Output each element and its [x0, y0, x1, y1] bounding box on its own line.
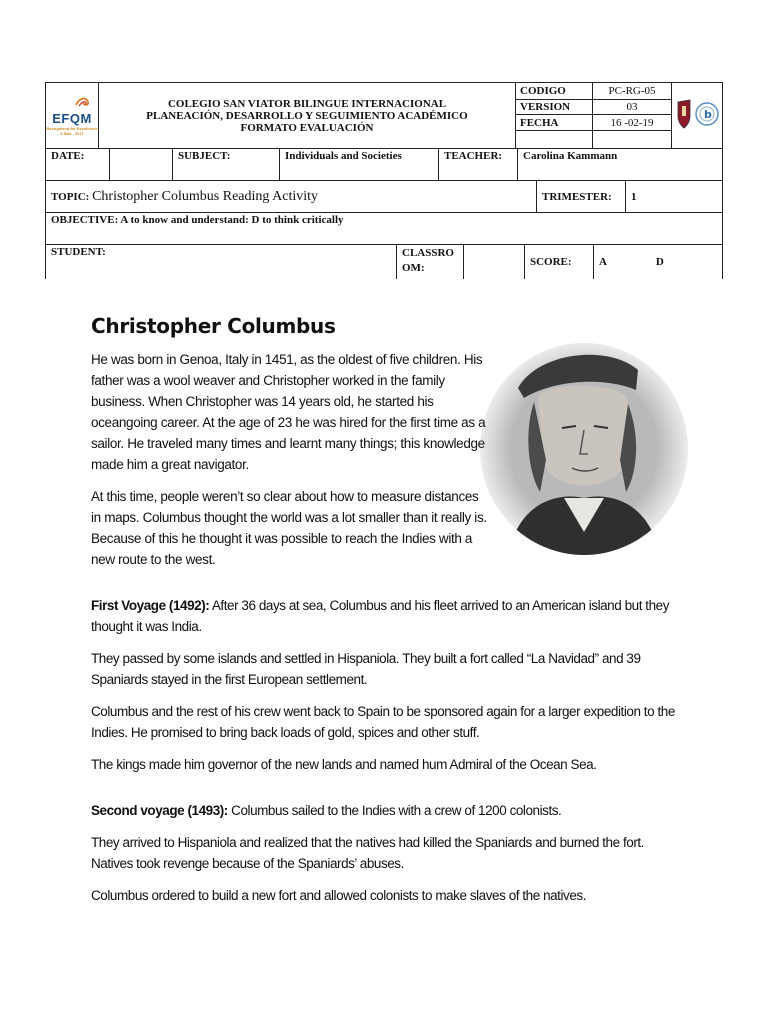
school-name: COLEGIO SAN VIATOR BILINGUE INTERNACIONAL	[167, 97, 447, 110]
classroom-label: CLASSRO OM:	[397, 245, 464, 279]
score-a: A	[599, 255, 607, 268]
second-voyage-paragraph-3: Columbus ordered to build a new fort and allowed colonists to make slaves of the natives.	[91, 888, 586, 903]
topic-label: TOPIC:	[51, 190, 90, 203]
student-row	[45, 244, 723, 279]
efqm-swirl-icon	[52, 96, 92, 108]
version-label: VERSION	[516, 100, 593, 115]
date-field-label: FECHA	[516, 115, 593, 130]
school-title	[99, 83, 516, 149]
second-voyage-heading: Second voyage (1493):	[91, 803, 228, 818]
svg-text:b: b	[704, 108, 712, 121]
classroom-input[interactable]	[464, 245, 525, 279]
second-voyage-paragraph-2: They arrived to Hispaniola and realized that the natives had killed the Spaniards and burned the fort. Natives took revenge because of the Spaniards’ abuses.	[91, 835, 644, 871]
first-voyage-paragraph-4: The kings made him governor of the new lands and named hum Admiral of the Ocean Sea.	[91, 757, 597, 772]
subject-value: Individuals and Societies	[280, 149, 439, 181]
date-label: DATE:	[46, 149, 110, 181]
code-label: CODIGO	[516, 83, 593, 100]
teacher-value: Carolina Kammann	[518, 149, 723, 181]
first-voyage-paragraph-2: They passed by some islands and settled in Hispaniola. They built a fort called “La Navidad” and 39 Spaniards stayed in the first European settlement.	[91, 651, 641, 687]
first-voyage-section	[91, 595, 681, 775]
date-field-value: 16 -02-19	[593, 115, 672, 130]
intro-paragraph-1: He was born in Genoa, Italy in 1451, as the oldest of five children. His father was a wool weaver and Christopher worked in the family business. When Christopher was 14 years old, he started his oceangoing career. At the age of 23 he was hired for the first time as a sailor. He traveled many times and learnt many things; this knowledge made him a great navigator.	[91, 352, 486, 472]
subject-label: SUBJECT:	[173, 149, 280, 181]
intro-paragraph-2: At this time, people weren’t so clear about how to measure distances in maps. Columbus thought the world was a lot smaller than it really is. Because of this he thought it was possible to reach the Indies with a new route to the west.	[91, 489, 487, 567]
topic-value: Christopher Columbus Reading Activity	[92, 188, 318, 204]
code-value: PC-RG-05	[593, 83, 672, 100]
crest-icon	[674, 94, 720, 134]
trimester-label: TRIMESTER:	[537, 181, 626, 213]
header-title-table	[45, 82, 723, 149]
second-voyage-section	[91, 800, 681, 906]
evaluation-header	[45, 82, 723, 279]
article	[91, 316, 681, 917]
topic-cell	[46, 181, 537, 213]
objective-value: A to know and understand: D to think critically	[120, 214, 344, 226]
efqm-logo-text: EFQM	[52, 110, 92, 126]
version-value: 03	[593, 100, 672, 115]
first-voyage-paragraph-3: Columbus and the rest of his crew went back to Spain to be sponsored again for a larger expedition to the Indies. He promised to bring back loads of gold, spices and other stuff.	[91, 704, 675, 740]
efqm-logo-subtitle: Recognised for Excellence 4 Star - 2017	[46, 125, 98, 136]
topic-row	[45, 180, 723, 213]
first-voyage-heading: First Voyage (1492):	[91, 598, 210, 613]
efqm-logo	[46, 83, 99, 149]
department-name: PLANEACIÓN, DESARROLLO Y SEGUIMIENTO ACADÉMICO	[146, 109, 468, 122]
first-voyage-text: After 36 days at sea, Columbus and his fleet arrived to an American island but they thought it was India.	[91, 598, 670, 634]
school-crests	[672, 83, 723, 149]
score-label: SCORE:	[525, 245, 594, 279]
form-name: FORMATO EVALUACIÓN	[240, 121, 374, 134]
article-title: Christopher Columbus	[91, 314, 336, 338]
date-subject-row	[45, 148, 723, 181]
student-label: STUDENT:	[46, 245, 397, 279]
date-input[interactable]	[110, 149, 173, 181]
first-voyage-paragraph	[91, 595, 681, 637]
objective-row	[45, 212, 723, 245]
trimester-value: 1	[626, 181, 723, 213]
score-cell	[594, 245, 723, 279]
objective-label: OBJECTIVE:	[51, 214, 119, 226]
second-voyage-paragraph	[91, 800, 681, 821]
second-voyage-text: Columbus sailed to the Indies with a crew of 1200 colonists.	[227, 803, 562, 818]
objective-cell	[46, 213, 723, 245]
teacher-label: TEACHER:	[439, 149, 518, 181]
score-d: D	[655, 255, 664, 268]
